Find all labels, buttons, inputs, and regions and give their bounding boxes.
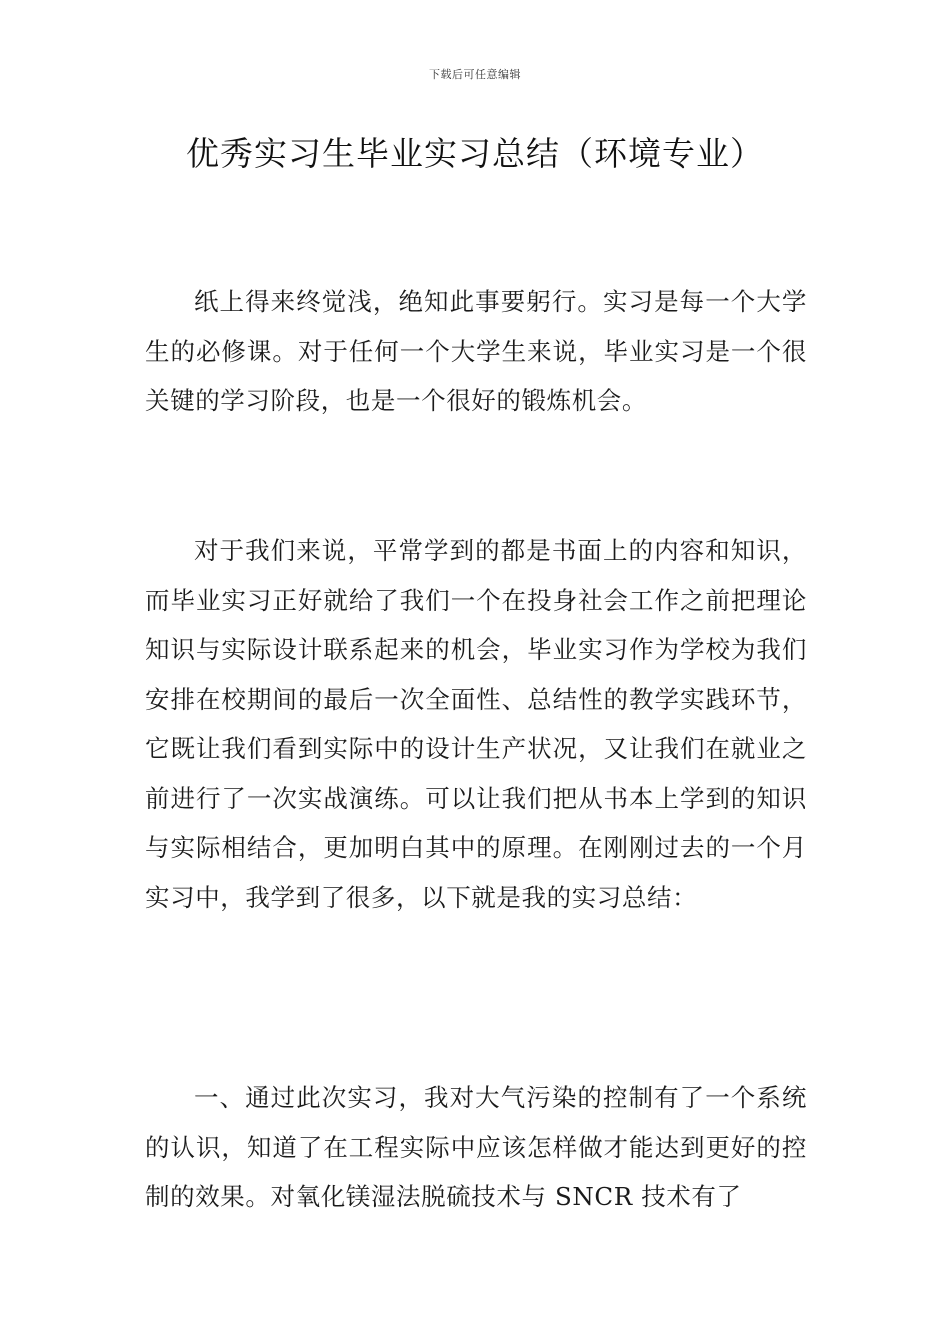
paragraph-section-one: 一、通过此次实习，我对大气污染的控制有了一个系统的认识，知道了在工程实际中应该怎样做才能达到更好的控制的效果。对氧化镁湿法脱硫技术与 SNCR 技术有了 (145, 1083, 807, 1211)
paragraph-intro: 纸上得来终觉浅，绝知此事要躬行。实习是每一个大学生的必修课。对于任何一个大学生来说，毕业实习是一个很关键的学习阶段，也是一个很好的锻炼机会。 (145, 287, 807, 415)
header-note: 下载后可任意编辑 (429, 68, 521, 81)
paragraph-internship-purpose: 对于我们来说，平常学到的都是书面上的内容和知识，而毕业实习正好就给了我们一个在投身社会工作之前把理论知识与实际设计联系起来的机会，毕业实习作为学校为我们安排在校期间的最后一次全面性、总结性的教学实践环节，它既让我们看到实际中的设计生产状况，又让我们在就业之前进行了一次实战演练。可以让我们把从书本上学到的知识与实际相结合，更加明白其中的原理。在刚刚过去的一个月实习中，我学到了很多，以下就是我的实习总结： (145, 536, 807, 912)
document-title: 优秀实习生毕业实习总结（环境专业） (186, 134, 764, 173)
